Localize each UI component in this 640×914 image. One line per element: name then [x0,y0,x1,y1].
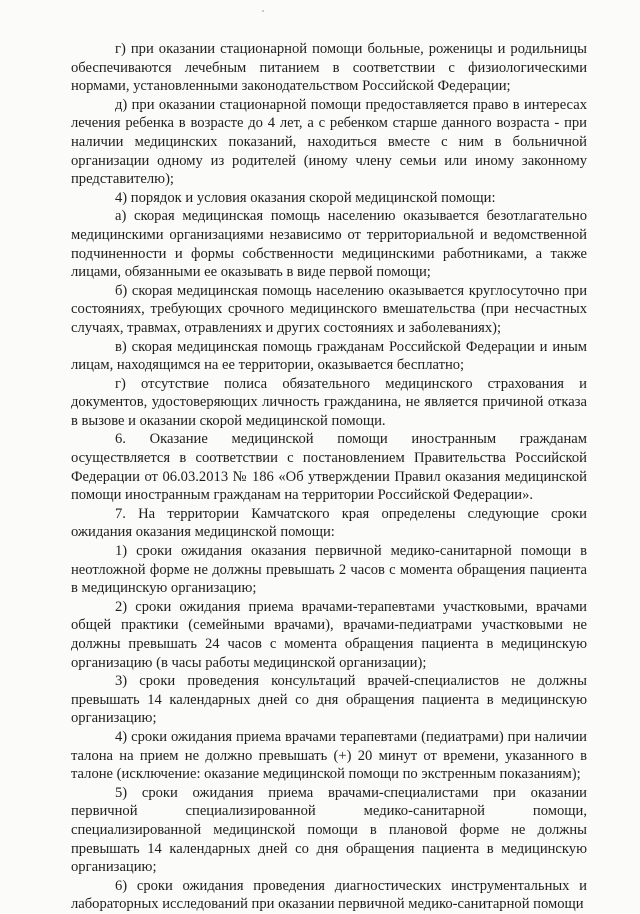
paragraph: г) отсутствие полиса обязательного медицинского страхования и документов, удостоверяющих личность гражданина, не является причиной отказа в вызове и оказании скорой медицинской помощи. [71,375,587,429]
paragraph: б) скорая медицинская помощь населению оказывается круглосуточно при состояниях, требующих срочного медицинского вмешательства (при несчастных случаях, травмах, отравлениях и других состояниях и заболеваниях); [71,282,587,336]
document-body [71,40,587,914]
paragraph: д) при оказании стационарной помощи предоставляется право в интересах лечения ребенка в возрасте до 4 лет, а с ребенком старше данного возраста - при наличии медицинских показаний, находиться вместе с ним в больничной организации одному из родителей (иному члену семьи или иному законному представителю); [71,96,587,188]
paragraph: 6. Оказание медицинской помощи иностранным гражданам осуществляется в соответствии с постановлением Правительства Российской Федерации от 06.03.2013 № 186 «Об утверждении Правил оказания медицинской помощи иностранным гражданам на территории Российской Федерации». [71,431,587,504]
paragraph: г) при оказании стационарной помощи больные, роженицы и родильницы обеспечиваются лечебным питанием в соответствии с физиологическими нормами, установленными законодательством Российской Федерации; [71,41,587,95]
paragraph: 3) сроки проведения консультаций врачей-специалистов не должны превышать 14 календарных дней со дня обращения пациента в медицинскую организацию; [71,673,587,727]
paragraph: 2) сроки ожидания приема врачами-терапевтами участковыми, врачами общей практики (семейными врачами), врачами-педиатрами участковыми не должны превышать 24 часов с момента обращения пациента в медицинскую организацию (в часы работы медицинской организации); [71,598,587,671]
paragraph: 6) сроки ожидания проведения диагностических инструментальных и лабораторных исследований при оказании первичной медико-санитарной помощи [71,877,587,913]
paragraph: а) скорая медицинская помощь населению оказывается безотлагательно медицинскими организациями независимо от территориальной и ведомственной подчиненности и формы собственности медицинскими работниками, а также лицами, обязанными ее оказывать в виде первой помощи; [71,208,587,281]
paragraph: 5) сроки ожидания приема врачами-специалистами при оказании первичной специализированной медико-санитарной помощи, специализированной медицинской помощи в плановой форме не должны превышать 14 календарных дней со дня обращения пациента в медицинскую организацию; [71,784,587,876]
paragraph: 4) сроки ожидания приема врачами терапевтами (педиатрами) при наличии талона на прием не должно превышать (+) 20 минут от времени, указанного в талоне (исключение: оказание медицинской помощи по экстренным показаниям); [71,728,587,783]
paragraph: 4) порядок и условия оказания скорой медицинской помощи: [115,189,496,206]
scan-speck [262,10,264,12]
paragraph: 1) сроки ожидания оказания первичной медико-санитарной помощи в неотложной форме не должны превышать 2 часов с момента обращения пациента в медицинскую организацию; [71,543,587,597]
paragraph: 7. На территории Камчатского края определены следующие сроки ожидания оказания медицинской помощи: [71,505,587,541]
paragraph: в) скорая медицинская помощь гражданам Российской Федерации и иным лицам, находящимся на ее территории, оказывается бесплатно; [71,338,587,374]
